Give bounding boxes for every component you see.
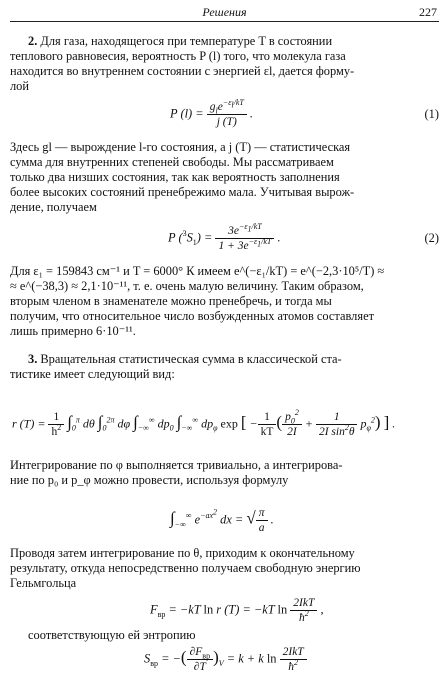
problem-number: 3. <box>28 352 38 366</box>
text-line: только два низших состояния, так как вероятность заполнения <box>10 170 340 184</box>
equation-gaussian-integral: $\int_{-\infty}^\infty$ $e^{-ax^2}$ dx = √ $\frac{\pi}{a}$ . <box>170 507 274 534</box>
equation-1: P (l) = $\frac{g_le^{-\varepsilon_l/kT}}{j (T)}$ . (1) <box>170 98 439 128</box>
problem-2-explanation <box>10 140 439 215</box>
problem-3-result <box>10 546 439 591</box>
problem-3-intro <box>10 352 439 382</box>
equation-free-energy: $F_{вр} = -kT$ ln r (T) = −kT ln $\frac{\text{2IkT}}{ħ^2}$ , <box>150 597 324 624</box>
text-line: получим, что относительное число возбужденных атомов составляет <box>10 309 374 323</box>
page-number: 227 <box>419 5 437 19</box>
equation-number: (2) <box>424 231 439 245</box>
text-line: Проводя затем интегрирование по θ, приходим к окончательному <box>10 546 355 560</box>
problem-3-entropy-text <box>10 628 439 643</box>
problem-2-conclusion <box>10 264 439 339</box>
problem-3-integration-note <box>10 458 439 488</box>
equation-partition-function: r (T) = $\frac{1}{h^2}$ $\int_0^\pi$ dθ $\int_0^{2\pi}$ dφ $\int_{-\infty}^\infty$ $dp_0$ $\int_{-\infty}^\infty$ $dp_\varphi$ exp [ − $\frac{1}{kT}$ ( $\frac{p_0^2}{2I}$ + $\frac{1}{2I \sin^2\theta}$ $p_\varphi^2$) ] . <box>12 408 396 438</box>
text-line: ≈ e^(−38,3) ≈ 2,1·10⁻¹¹, т. е. очень малую величину. Таким образом, <box>10 279 364 293</box>
text-line: 3. Вращательная статистическая сумма в классической ста- <box>28 352 342 366</box>
text-line: результату, откуда непосредственно получаем свободную энергию <box>10 561 361 575</box>
text-line: Здесь gl — вырождение l-го состояния, а j (T) — статистическая <box>10 140 351 154</box>
equation-2: P $(^3S_1)$ = $\frac{3e^{-\varepsilon_1/kT}}{1 + 3e^{-\varepsilon_1/kT}}$ . (2) <box>168 222 439 252</box>
problem-2-intro <box>10 34 439 94</box>
text-line: лой <box>10 79 30 93</box>
text-line: лишь примерно 6·10⁻¹¹. <box>10 324 136 338</box>
text-line: 2. Для газа, находящегося при температуре T в состоянии <box>28 34 333 48</box>
section-title: Решения <box>202 5 247 19</box>
text-line: соответствующую ей энтропию <box>28 628 196 642</box>
text-line: ние по p₀ и p_φ можно провести, используя формулу <box>10 473 289 487</box>
text-line: Интегрирование по φ выполняется тривиально, а интегрирова- <box>10 458 343 472</box>
equation-entropy: $S_{вр}$ = −( $\frac{\partial F_{вр}}{\partial T}$ )$_V = k + k$ ln $\frac{\text{2IkT}}{ħ^2}$ <box>10 644 439 676</box>
running-header <box>10 3 439 22</box>
text-line: сумма для внутренних степеней свободы. Мы рассматриваем <box>10 155 334 169</box>
text-line: более высоких состояний пренебрежимо мала. Учитывая вырож- <box>10 185 355 199</box>
text-line: Гельмгольца <box>10 576 77 590</box>
equation-number: (1) <box>424 107 439 121</box>
text-line: вторым членом в знаменателе можно пренебречь, и тогда мы <box>10 294 332 308</box>
text-line: Для ε₁ = 159843 см⁻¹ и T = 6000° К имеем e^(−ε₁/kT) = e^(−2,3·10⁵/T) ≈ <box>10 264 385 278</box>
text-line: дение, получаем <box>10 200 97 214</box>
problem-number: 2. <box>28 34 38 48</box>
text-line: находится во внутреннем состоянии с энергией εl, дается форму- <box>10 64 355 78</box>
text-line: тистике имеет следующий вид: <box>10 367 175 381</box>
text-line: теплового равновесия, вероятность P (l) того, что молекула газа <box>10 49 346 63</box>
